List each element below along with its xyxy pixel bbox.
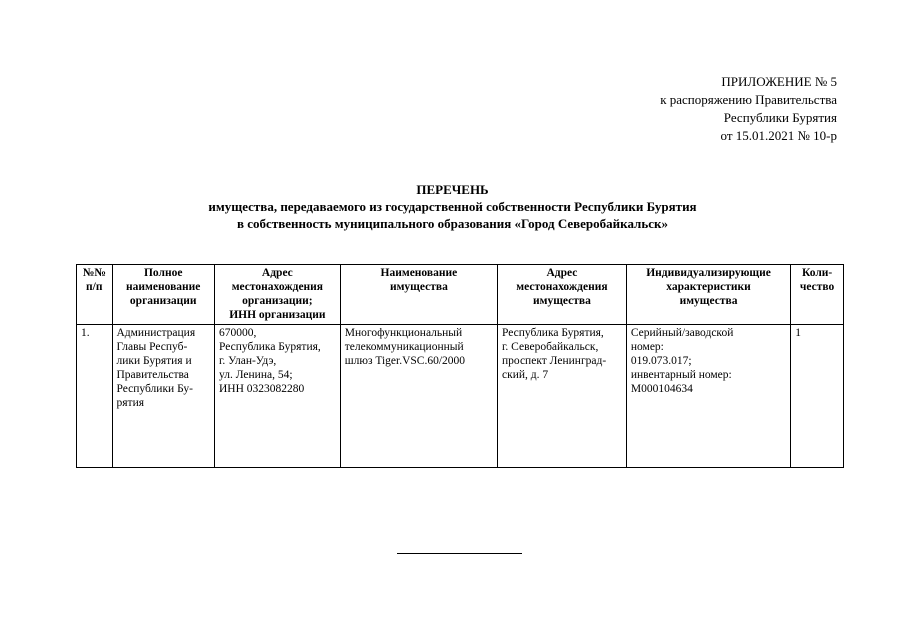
- document-subtitle-line-1: имущества, передаваемого из государственной собственности Республики Бурятия: [208, 199, 697, 214]
- document-heading: [0, 181, 905, 232]
- table-row: [77, 325, 844, 468]
- cell-characteristics: Серийный/заводской номер: 019.073.017; инвентарный номер: M000104634: [626, 325, 790, 468]
- property-table: [76, 264, 844, 468]
- appendix-block: [660, 73, 837, 145]
- header-quantity: Коли- чество: [791, 265, 844, 325]
- header-characteristics: Индивидуализирующие характеристики имущества: [626, 265, 790, 325]
- footer-divider: [397, 553, 522, 554]
- appendix-date: от 15.01.2021 № 10-р: [720, 128, 837, 143]
- document-title: ПЕРЕЧЕНЬ: [416, 182, 489, 197]
- cell-property-name: Многофункциональный телекоммуникационный шлюз Tiger.VSC.60/2000: [340, 325, 497, 468]
- appendix-number: ПРИЛОЖЕНИЕ № 5: [721, 74, 837, 89]
- cell-quantity: 1: [791, 325, 844, 468]
- cell-number: 1.: [77, 325, 113, 468]
- header-organization: Полное наименование организации: [112, 265, 214, 325]
- header-property-address: Адрес местонахождения имущества: [498, 265, 627, 325]
- header-property-name: Наименование имущества: [340, 265, 497, 325]
- cell-organization-address: 670000, Республика Бурятия, г. Улан-Удэ, ул. Ленина, 54; ИНН 0323082280: [214, 325, 340, 468]
- cell-property-address: Республика Бурятия, г. Северобайкальск, проспект Ленинград- ский, д. 7: [498, 325, 627, 468]
- header-number: №№ п/п: [77, 265, 113, 325]
- document-subtitle-line-2: в собственность муниципального образования «Город Северобайкальск»: [237, 216, 668, 231]
- cell-organization: Администрация Главы Респуб- лики Бурятия и Правительства Республики Бу- рятия: [112, 325, 214, 468]
- appendix-republic: Республики Бурятия: [723, 110, 837, 125]
- appendix-reference: к распоряжению Правительства: [660, 92, 837, 107]
- table-header-row: [77, 265, 844, 325]
- header-organization-address: Адрес местонахождения организации; ИНН организации: [214, 265, 340, 325]
